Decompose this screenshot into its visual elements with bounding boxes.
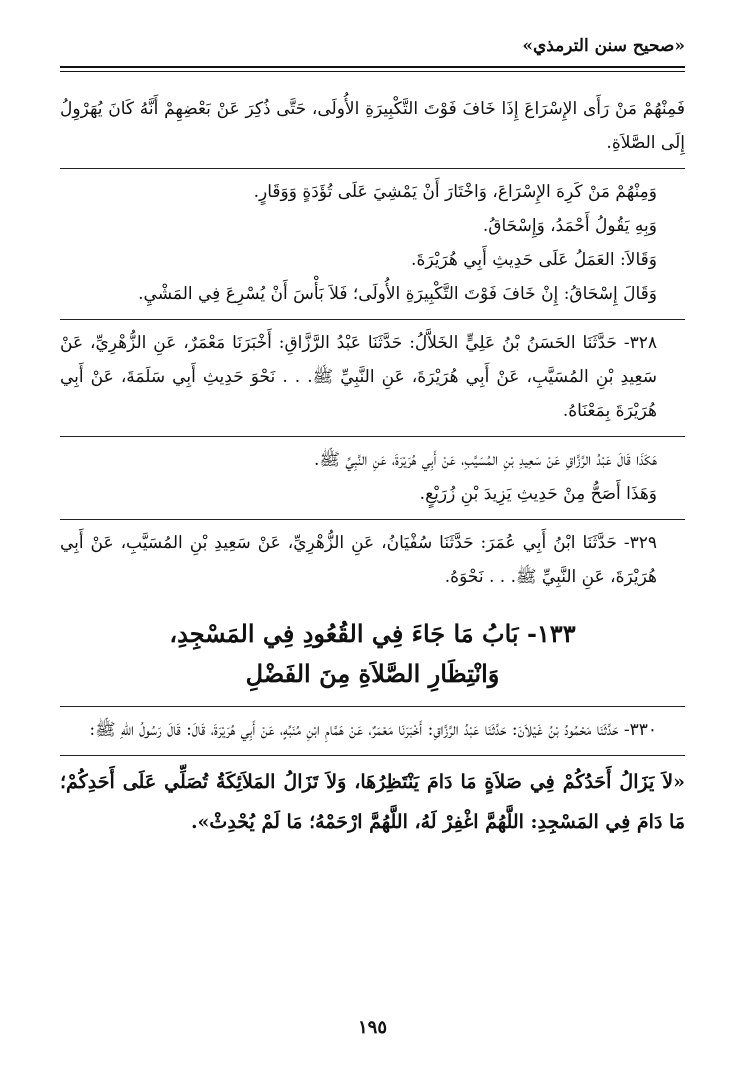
paragraph: فَمِنْهُمْ مَنْ رَأَى الإِسْرَاعَ إِذَا خَافَ فَوْتَ التَّكْبِيرَةِ الأُولَى، حَتَّى ذُكِرَ عَنْ بَعْضِهِمْ أَنَّهُ كَانَ يُهَرْوِلُ إِلَى الصَّلاَةِ. — [60, 99, 685, 153]
paragraph: وَبِهِ يَقُولُ أَحْمَدُ، وَإِسْحَاقُ. — [482, 216, 657, 236]
chapter-title-line-1: ١٣٣- بَابُ مَا جَاءَ فِي القُعُودِ فِي المَسْجِدِ، — [169, 619, 576, 648]
hadith-text: «لاَ يَزَالُ أَحَدُكُمْ فِي صَلاَةٍ مَا دَامَ يَنْتَظِرُهَا، وَلاَ تَزَالُ المَلاَئِكَةُ تُصَلِّي عَلَى أَحَدِكُمْ؛ مَا دَامَ فِي المَسْجِدِ: اللَّهُمَّ اغْفِرْ لَهُ، اللَّهُمَّ ارْحَمْهُ؛ مَا لَمْ يُحْدِثْ». — [60, 771, 685, 833]
separator — [60, 706, 685, 707]
header-title: «صحيح سنن الترمذي» — [522, 36, 685, 56]
header-rule-thin — [60, 71, 685, 72]
separator — [60, 168, 685, 169]
separator — [60, 436, 685, 437]
paragraph: وَقَالَ إِسْحَاقُ: إِنْ خَافَ فَوْتَ التَّكْبِيرَةِ الأُولَى؛ فَلاَ بَأْسَ أَنْ يُسْرِعَ فِي المَشْيِ. — [138, 284, 657, 304]
paragraph: هَكَذَا قَالَ عَبْدُ الرَّزَّاقِ عَنْ سَعِيدِ بْنِ المُسَيَّبِ، عَنْ أَبِي هُرَيْرَةَ، عَنِ النَّبِيِّ ﷺ. — [314, 450, 657, 470]
page-number: ١٩٥ — [357, 1017, 387, 1038]
separator — [60, 519, 685, 520]
separator — [60, 755, 685, 756]
paragraph: وَمِنْهُمْ مَنْ كَرِهَ الإِسْرَاعَ، وَاخْتَارَ أَنْ يَمْشِيَ عَلَى تُؤَدَةٍ وَوَقَارٍ. — [253, 182, 657, 202]
header-rule — [60, 66, 685, 68]
hadith-330: ٣٣٠- حَدَّثَنَا مَحْمُودُ بْنُ غَيْلاَنَ: حَدَّثَنَا عَبْدُ الرَّزَّاقِ: أَخْبَرَنَا مَعْمَرٌ، عَنْ هَمَّامِ ابْنِ مُنَبِّهٍ، عَنْ أَبِي هُرَيْرَةَ، قَالَ: قَالَ رَسُولُ اللهِ ﷺ: — [89, 720, 657, 740]
hadith-328: ٣٢٨- حَدَّثَنَا الحَسَنُ بْنُ عَلِيٍّ الخَلاَّلُ: حَدَّثَنَا عَبْدُ الرَّزَّاقِ: أَخْبَرَنَا مَعْمَرٌ، عَنِ الزُّهْرِيِّ، عَنْ سَعِيدِ بْنِ المُسَيَّبِ، عَنْ أَبِي هُرَيْرَةَ، عَنِ النَّبِيِّ ﷺ. . . نَحْوَ حَدِيثِ أَبِي سَلَمَةَ، عَنْ أَبِي هُرَيْرَةَ بِمَعْنَاهُ. — [60, 333, 657, 421]
page-content — [60, 92, 685, 842]
separator — [60, 319, 685, 320]
paragraph: وَقَالاَ: العَمَلُ عَلَى حَدِيثِ أَبِي هُرَيْرَةَ. — [411, 250, 657, 270]
chapter-title-line-2: وَانْتِظَارِ الصَّلاَةِ مِنَ الفَضْلِ — [245, 659, 500, 688]
hadith-329: ٣٢٩- حَدَّثَنَا ابْنُ أَبِي عُمَرَ: حَدَّثَنَا سُفْيَانُ، عَنِ الزُّهْرِيِّ، عَنْ سَعِيدِ بْنِ المُسَيَّبِ، عَنْ أَبِي هُرَيْرَةَ، عَنِ النَّبِيِّ ﷺ. . . نَحْوَهُ. — [60, 533, 657, 587]
running-header — [60, 30, 685, 70]
chapter-heading — [60, 614, 685, 694]
paragraph: وَهَذَا أَصَحُّ مِنْ حَدِيثِ يَزِيدَ بْنِ زُرَيْعٍ. — [419, 484, 657, 504]
